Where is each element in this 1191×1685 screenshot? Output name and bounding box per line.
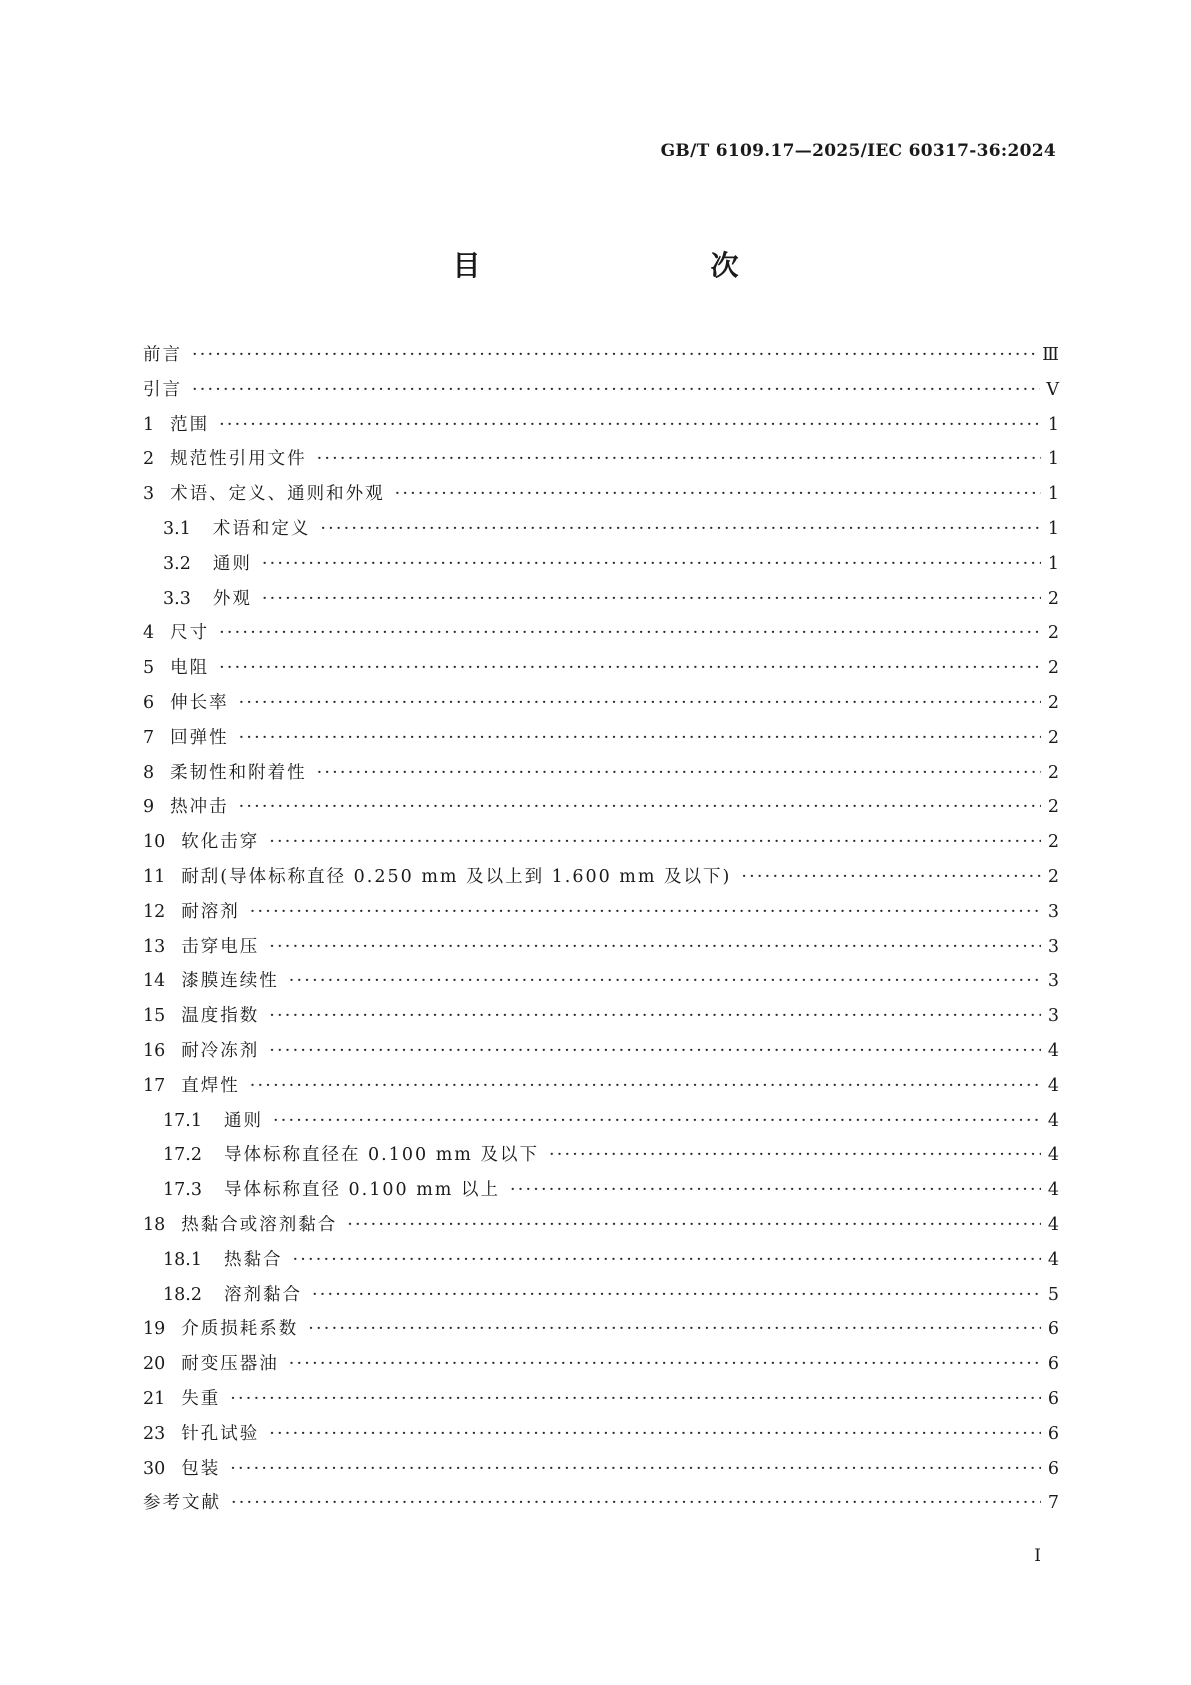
toc-entry-label: 直焊性 <box>181 1075 240 1096</box>
toc-entry[interactable] <box>143 338 1059 373</box>
toc-leader-dots <box>239 790 1041 825</box>
toc-entry[interactable] <box>143 1347 1059 1382</box>
toc-entry-page: 2 <box>1047 797 1059 818</box>
toc-entry-page: 4 <box>1047 1249 1059 1270</box>
toc-entry-page: 7 <box>1047 1493 1059 1514</box>
toc-entry-page: 4 <box>1047 1214 1059 1235</box>
toc-entry-label: 电阻 <box>170 658 210 679</box>
toc-entry-label: 尺寸 <box>170 623 210 644</box>
toc-leader-dots <box>395 477 1041 512</box>
toc-entry-page: 6 <box>1047 1354 1059 1375</box>
toc-entry-number: 20 <box>143 1354 166 1375</box>
toc-entry-number: 7 <box>143 727 155 748</box>
toc-leader-dots <box>347 1208 1041 1243</box>
toc-entry-label: 热黏合或溶剂黏合 <box>181 1214 338 1235</box>
toc-entry-number: 3 <box>143 484 155 505</box>
toc-leader-dots <box>317 442 1041 477</box>
toc-leader-dots <box>262 547 1041 582</box>
toc-leader-dots <box>289 964 1041 999</box>
toc-entry-number: 17.3 <box>163 1180 202 1201</box>
toc-entry-page: 2 <box>1047 692 1059 713</box>
toc-entry-label: 术语和定义 <box>212 518 311 539</box>
page-title: 目 次 <box>452 249 797 282</box>
toc-leader-dots <box>269 825 1041 860</box>
toc-entry-number: 18 <box>143 1214 166 1235</box>
toc-leader-dots <box>292 1243 1041 1278</box>
toc-entry[interactable] <box>143 860 1059 895</box>
toc-entry-page: Ⅲ <box>1042 345 1059 365</box>
toc-entry-label: 参考文献 <box>143 1493 221 1514</box>
toc-leader-dots <box>269 999 1041 1034</box>
toc-entry-label: 介质损耗系数 <box>181 1319 299 1340</box>
toc-entry-page: Ⅴ <box>1046 379 1059 400</box>
toc-leader-dots <box>262 582 1041 617</box>
toc-leader-dots <box>549 1138 1041 1173</box>
toc-entry-label: 软化击穿 <box>181 832 260 853</box>
toc-entry-label: 外观 <box>212 588 252 609</box>
toc-entry-label: 耐变压器油 <box>181 1354 279 1375</box>
toc-leader-dots <box>317 756 1041 791</box>
toc-entry-page: 6 <box>1047 1458 1059 1479</box>
toc-entry-number: 17.2 <box>163 1145 202 1166</box>
toc-leader-dots <box>230 1382 1041 1417</box>
toc-entry[interactable] <box>143 686 1059 721</box>
toc-entry-label: 热黏合 <box>223 1249 283 1270</box>
toc-entry-number: 4 <box>143 623 155 644</box>
toc-entry[interactable] <box>143 1138 1059 1173</box>
toc-entry-page: 6 <box>1047 1423 1059 1444</box>
toc-leader-dots <box>320 512 1041 547</box>
toc-entry[interactable] <box>143 790 1059 825</box>
toc-entry-page: 4 <box>1047 1075 1059 1096</box>
toc-entry-number: 19 <box>143 1319 166 1340</box>
toc-entry-label: 针孔试验 <box>181 1423 260 1444</box>
toc-leader-dots <box>269 1417 1041 1452</box>
toc-entry-page: 4 <box>1047 1180 1059 1201</box>
toc-entry-number: 12 <box>143 901 166 922</box>
toc-entry-number: 23 <box>143 1423 166 1444</box>
toc-entry[interactable] <box>143 373 1059 408</box>
toc-entry-page: 6 <box>1047 1319 1059 1340</box>
toc-entry-number: 17.1 <box>163 1110 202 1131</box>
toc-entry-number: 17 <box>143 1075 166 1096</box>
toc-entry-page: 2 <box>1047 623 1059 644</box>
toc-entry[interactable] <box>143 964 1059 999</box>
toc-entry-label: 导体标称直径在 0.100 mm 及以下 <box>223 1145 539 1166</box>
toc-entry-label: 温度指数 <box>181 1006 260 1027</box>
toc-entry-page: 1 <box>1047 484 1059 505</box>
toc-entry[interactable] <box>143 1069 1059 1104</box>
toc-entry[interactable] <box>143 930 1059 965</box>
toc-entry[interactable] <box>143 1034 1059 1069</box>
toc-entry-label: 规范性引用文件 <box>170 449 307 470</box>
toc-leader-dots <box>219 651 1041 686</box>
toc-entry-label: 回弹性 <box>170 727 229 748</box>
toc-entry-page: 3 <box>1047 971 1059 992</box>
toc-entry-label: 引言 <box>143 379 182 400</box>
toc-entry-page: 1 <box>1047 553 1059 574</box>
toc-entry[interactable] <box>143 1104 1059 1139</box>
toc-entry[interactable] <box>143 1173 1059 1208</box>
toc-entry[interactable] <box>143 477 1059 512</box>
toc-leader-dots <box>250 1069 1041 1104</box>
toc-entry-number: 5 <box>143 658 155 679</box>
toc-entry[interactable] <box>143 1382 1059 1417</box>
toc-entry-number: 21 <box>143 1388 166 1409</box>
toc-entry-number: 13 <box>143 936 166 957</box>
toc-entry-label: 击穿电压 <box>181 936 260 957</box>
toc-entry[interactable] <box>143 408 1059 443</box>
toc-entry[interactable] <box>143 616 1059 651</box>
page-number: Ⅰ <box>1034 1546 1041 1566</box>
toc-entry-label: 包装 <box>181 1458 221 1479</box>
toc-entry-number: 3.3 <box>163 588 191 609</box>
toc-entry-number: 3.1 <box>163 518 191 539</box>
toc-leader-dots <box>269 1034 1041 1069</box>
toc-entry[interactable] <box>143 999 1059 1034</box>
toc-entry-page: 2 <box>1047 588 1059 609</box>
toc-leader-dots <box>273 1104 1041 1139</box>
toc-leader-dots <box>741 860 1041 895</box>
toc-entry-page: 6 <box>1047 1388 1059 1409</box>
toc-entry-page: 2 <box>1047 866 1059 887</box>
toc-entry-number: 18.1 <box>163 1249 202 1270</box>
toc-entry-number: 10 <box>143 832 166 853</box>
toc-entry-label: 溶剂黏合 <box>223 1284 302 1305</box>
toc-entry-page: 1 <box>1047 414 1059 435</box>
toc-entry-number: 2 <box>143 449 155 470</box>
toc-entry[interactable] <box>143 1278 1059 1313</box>
toc-entry-label: 通则 <box>212 553 252 574</box>
table-of-contents <box>143 338 1059 1521</box>
toc-entry[interactable] <box>143 547 1059 582</box>
toc-entry-page: 1 <box>1047 449 1059 470</box>
toc-leader-dots <box>289 1347 1041 1382</box>
toc-entry[interactable] <box>143 651 1059 686</box>
toc-entry-label: 热冲击 <box>170 797 229 818</box>
toc-entry-label: 耐冷冻剂 <box>181 1040 260 1061</box>
toc-entry-page: 2 <box>1047 832 1059 853</box>
toc-entry[interactable] <box>143 1486 1059 1521</box>
toc-leader-dots <box>231 1486 1041 1521</box>
toc-entry-label: 术语、定义、通则和外观 <box>170 484 385 505</box>
toc-entry[interactable] <box>143 1417 1059 1452</box>
toc-entry-number: 30 <box>143 1458 166 1479</box>
toc-entry-label: 耐刮(导体标称直径 0.250 mm 及以上到 1.600 mm 及以下) <box>181 866 732 887</box>
toc-leader-dots <box>312 1278 1041 1313</box>
toc-entry-page: 4 <box>1047 1110 1059 1131</box>
toc-entry-number: 14 <box>143 971 166 992</box>
toc-entry-page: 4 <box>1047 1040 1059 1061</box>
toc-entry-label: 漆膜连续性 <box>181 971 279 992</box>
toc-entry-page: 4 <box>1047 1145 1059 1166</box>
toc-entry-label: 前言 <box>143 345 182 365</box>
toc-entry-label: 通则 <box>223 1110 263 1131</box>
toc-leader-dots <box>510 1173 1041 1208</box>
toc-entry[interactable] <box>143 1243 1059 1278</box>
toc-entry-label: 范围 <box>170 414 210 435</box>
toc-entry-page: 3 <box>1047 936 1059 957</box>
toc-entry-page: 3 <box>1047 1006 1059 1027</box>
toc-entry-number: 15 <box>143 1006 166 1027</box>
toc-entry-page: 3 <box>1047 901 1059 922</box>
toc-entry-page: 2 <box>1047 762 1059 783</box>
toc-entry-label: 伸长率 <box>170 692 229 713</box>
toc-entry[interactable] <box>143 582 1059 617</box>
toc-leader-dots <box>219 408 1041 443</box>
toc-entry-label: 耐溶剂 <box>181 901 240 922</box>
toc-entry-page: 2 <box>1047 658 1059 679</box>
toc-entry[interactable] <box>143 895 1059 930</box>
toc-entry[interactable] <box>143 1312 1059 1347</box>
toc-entry[interactable] <box>143 1452 1059 1487</box>
toc-entry-label: 失重 <box>181 1388 221 1409</box>
toc-leader-dots <box>192 338 1036 373</box>
toc-entry-label: 导体标称直径 0.100 mm 以上 <box>223 1180 500 1201</box>
standard-code: GB/T 6109.17—2025/IEC 60317-36:2024 <box>660 141 1056 161</box>
toc-entry-number: 18.2 <box>163 1284 202 1305</box>
toc-entry-number: 9 <box>143 797 155 818</box>
toc-leader-dots <box>239 721 1041 756</box>
toc-entry[interactable] <box>143 1208 1059 1243</box>
toc-entry[interactable] <box>143 756 1059 791</box>
toc-entry[interactable] <box>143 825 1059 860</box>
toc-leader-dots <box>192 373 1040 408</box>
toc-entry-page: 5 <box>1047 1284 1059 1305</box>
toc-leader-dots <box>239 686 1041 721</box>
toc-entry-page: 1 <box>1047 518 1059 539</box>
toc-leader-dots <box>269 930 1041 965</box>
toc-entry[interactable] <box>143 442 1059 477</box>
toc-entry-number: 1 <box>143 414 155 435</box>
toc-entry-number: 11 <box>143 866 166 887</box>
toc-leader-dots <box>219 616 1041 651</box>
toc-entry-number: 16 <box>143 1040 166 1061</box>
toc-leader-dots <box>250 895 1041 930</box>
toc-entry-number: 8 <box>143 762 155 783</box>
toc-leader-dots <box>308 1312 1041 1347</box>
toc-entry-number: 3.2 <box>163 553 191 574</box>
toc-entry[interactable] <box>143 512 1059 547</box>
toc-leader-dots <box>230 1452 1041 1487</box>
toc-entry-number: 6 <box>143 692 155 713</box>
toc-entry[interactable] <box>143 721 1059 756</box>
toc-entry-page: 2 <box>1047 727 1059 748</box>
toc-entry-label: 柔韧性和附着性 <box>170 762 307 783</box>
